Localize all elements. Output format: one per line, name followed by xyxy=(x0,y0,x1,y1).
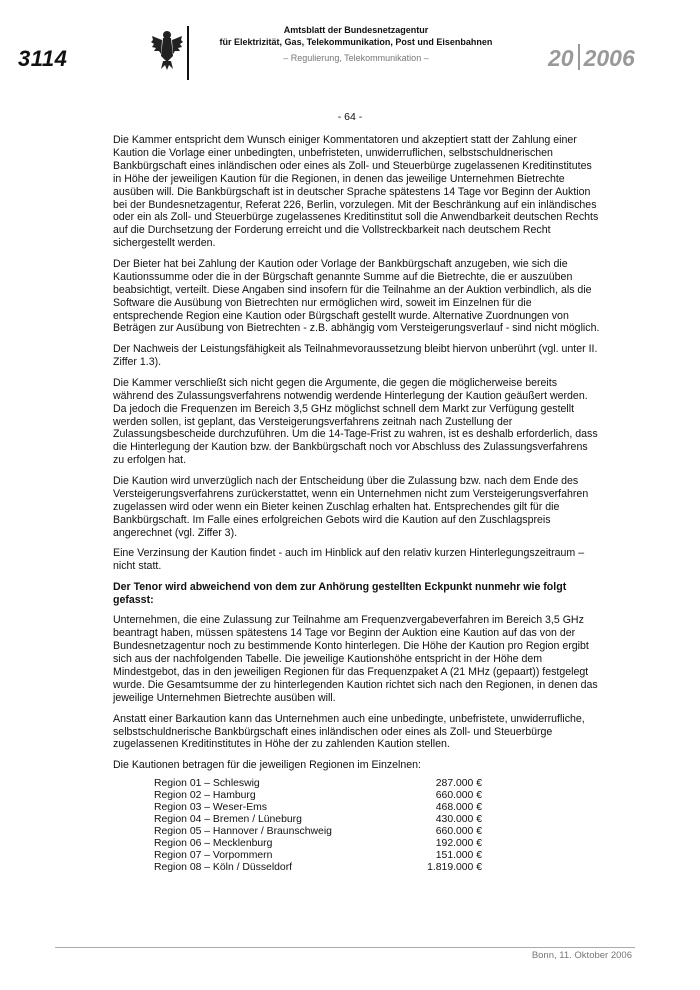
paragraph: Anstatt einer Barkaution kann das Unternehmen auch eine unbedingte, unbefristete, unwiderrufliche, selbstschuldnerische Bankbürgschaft eines inländischen oder eines als Zoll- und Steuerbürge zugelassenen Kreditinstitutes in Höhe der zu zahlenden Kaution stellen. xyxy=(113,712,585,751)
table-row xyxy=(154,862,482,874)
table-row xyxy=(154,814,482,826)
region-amount: 192.000 € xyxy=(435,838,482,850)
region-name: Region 03 – Weser-Ems xyxy=(154,802,267,814)
gazette-page-number: 3114 xyxy=(18,46,68,71)
document-page-marker: - 64 - xyxy=(337,111,363,123)
region-name: Region 04 – Bremen / Lüneburg xyxy=(154,814,302,826)
region-amount: 660.000 € xyxy=(435,826,482,838)
table-row xyxy=(154,826,482,838)
region-amount: 287.000 € xyxy=(435,778,482,790)
gazette-department: – Regulierung, Telekommunikation – xyxy=(283,53,429,63)
footer-divider xyxy=(55,947,635,948)
region-amount: 1.819.000 € xyxy=(427,862,482,874)
region-name: Region 08 – Köln / Düsseldorf xyxy=(154,862,293,874)
paragraph: Die Kautionen betragen für die jeweiligen Regionen im Einzelnen: xyxy=(113,759,422,772)
region-amount: 430.000 € xyxy=(435,814,482,826)
federal-eagle-logo xyxy=(150,28,184,72)
issue-label xyxy=(548,44,635,72)
paragraph: Die Kaution wird unverzüglich nach der Entscheidung über die Zulassung bzw. nach dem Ende des Versteigerungsverfahrens zurückerstattet, wenn ein Unternehmen nicht zum Versteigerungsverfahren zugelassen wird oder wenn ein Bieter keinen Zuschlag erhalten hat. Entsprechendes gilt für die Bankbürgschaft. Im Falle eines erfolgreichen Gebots wird die Kaution auf den Zuschlagspreis angerechnet (vgl. Ziffer 3). xyxy=(113,474,589,539)
issue-number: 20 xyxy=(548,45,574,71)
region-name: Region 01 – Schleswig xyxy=(154,778,260,790)
header-divider xyxy=(187,26,189,80)
table-row xyxy=(154,778,482,790)
paragraph: Eine Verzinsung der Kaution findet - auch im Hinblick auf den relativ kurzen Hinterlegungszeitraum – nicht statt. xyxy=(113,547,585,573)
table-row xyxy=(154,790,482,802)
region-amount: 660.000 € xyxy=(435,790,482,802)
gazette-title-block xyxy=(206,24,506,64)
issue-separator xyxy=(578,44,580,70)
gazette-subtitle: für Elektrizität, Gas, Telekommunikation, Post und Eisenbahnen xyxy=(219,37,493,47)
paragraph: Der Nachweis der Leistungsfähigkeit als Teilnahmevoraussetzung bleibt hiervon unberührt (vgl. unter II. Ziffer 1.3). xyxy=(113,343,598,369)
tenor-heading: Der Tenor wird abweichend von dem zur Anhörung gestellten Eckpunkt nunmehr wie folgt gefasst: xyxy=(113,580,567,606)
gazette-title: Amtsblatt der Bundesnetzagentur xyxy=(283,25,429,35)
issue-year: 2006 xyxy=(583,45,635,71)
footer-date: Bonn, 11. Oktober 2006 xyxy=(531,950,632,961)
region-name: Region 06 – Mecklenburg xyxy=(154,838,273,850)
paragraph: Unternehmen, die eine Zulassung zur Teilnahme am Frequenzvergabeverfahren im Bereich 3,5 GHz beantragt haben, müssen spätestens 14 Tage vor Beginn der Auktion eine Kaution auf das von der Bundesnetzagentur noch zu bestimmende Konto hinterlegen. Die Höhe der Kaution pro Region ergibt sich aus der nachfolgenden Tabelle. Die jeweilige Kautionshöhe entspricht in der Höhe dem Mindestgebot, das in den jeweiligen Regionen für das Frequenzpaket A (21 MHz (gepaart)) festgelegt wurde. Die Gesamtsumme der zu hinterlegenden Kaution richtet sich nach den Regionen, in denen das jeweilige Unternehmen Bietrechte ausüben will. xyxy=(113,614,598,704)
region-name: Region 02 – Hamburg xyxy=(154,790,256,802)
region-amount: 151.000 € xyxy=(435,850,482,862)
paragraph: Die Kammer verschließt sich nicht gegen die Argumente, die gegen die möglicherweise bereits während des Zulassungsverfahrens notwendig werdende Hinterlegung der Kaution geäußert werden. Da jedoch die Frequenzen im Bereich 3,5 GHz möglichst schnell dem Markt zur Verfügung gestellt werden sollen, ist geplant, das Versteigerungsverfahrens zeitnah nach Zustellung der Zulassungsbescheide durchzuführen. Um die 14-Tage-Frist zu wahren, ist es deshalb erforderlich, dass die Hinterlegung der Kaution bzw. der Bankbürgschaft noch vor Abschluss des Zulassungsverfahrens zu erfolgen hat. xyxy=(113,376,598,467)
region-name: Region 07 – Vorpommern xyxy=(154,850,273,862)
document-body xyxy=(113,134,600,874)
region-amount: 468.000 € xyxy=(435,802,482,814)
paragraph: Der Bieter hat bei Zahlung der Kaution oder Vorlage der Bankbürgschaft anzugeben, wie sich die Kautionssumme oder die in der Bürgschaft genannte Summe auf die Bietrechte, die er auszuüben beabsichtigt, verteilt. Diese Angaben sind insofern für die Teilnahme an der Auktion verbindlich, als die Software die Ausübung von Bietrechten nur ermöglichen wird, soweit im Einzelnen für die entsprechende Region eine Kaution oder Bürgschaft gestellt wurde. Alternative Zuordnungen von Beträgen zur Ausübung von Bietrechten - z.B. abhängig vom Versteigerungsverlauf - sind nicht möglich. xyxy=(113,257,600,335)
paragraph: Die Kammer entspricht dem Wunsch einiger Kommentatoren und akzeptiert statt der Zahlung einer Kaution die Vorlage einer unbedingten, unbefristeten, unwiderruflichen, selbstschuldnerischen Bankbürgschaft eines inländischen oder eines als Zoll- und Steuerbürge zugelassenen Kreditinstitutes in Höhe der jeweiligen Kaution für die Regionen, in denen das jeweilige Unternehmen Bietrechte ausüben will. Die Bankbürgschaft ist in deutscher Sprache spätestens 14 Tage vor Beginn der Auktion bei der Bundesnetzagentur, Referat 226, Berlin, vorzulegen. Mit der Beschränkung auf ein inländisches oder ein als Zoll- und Steuerbürge zugelassenes Kreditinstitut soll die Anwendbarkeit deutschen Rechts auf die Durchsetzung der Forderung erreicht und die Vollstreckbarkeit nach deutschem Recht sichergestellt werden. xyxy=(113,134,599,250)
region-name: Region 05 – Hannover / Braunschweig xyxy=(154,826,332,838)
table-row xyxy=(154,802,482,814)
table-row xyxy=(154,838,482,850)
table-row xyxy=(154,850,482,862)
deposit-table xyxy=(154,778,482,874)
